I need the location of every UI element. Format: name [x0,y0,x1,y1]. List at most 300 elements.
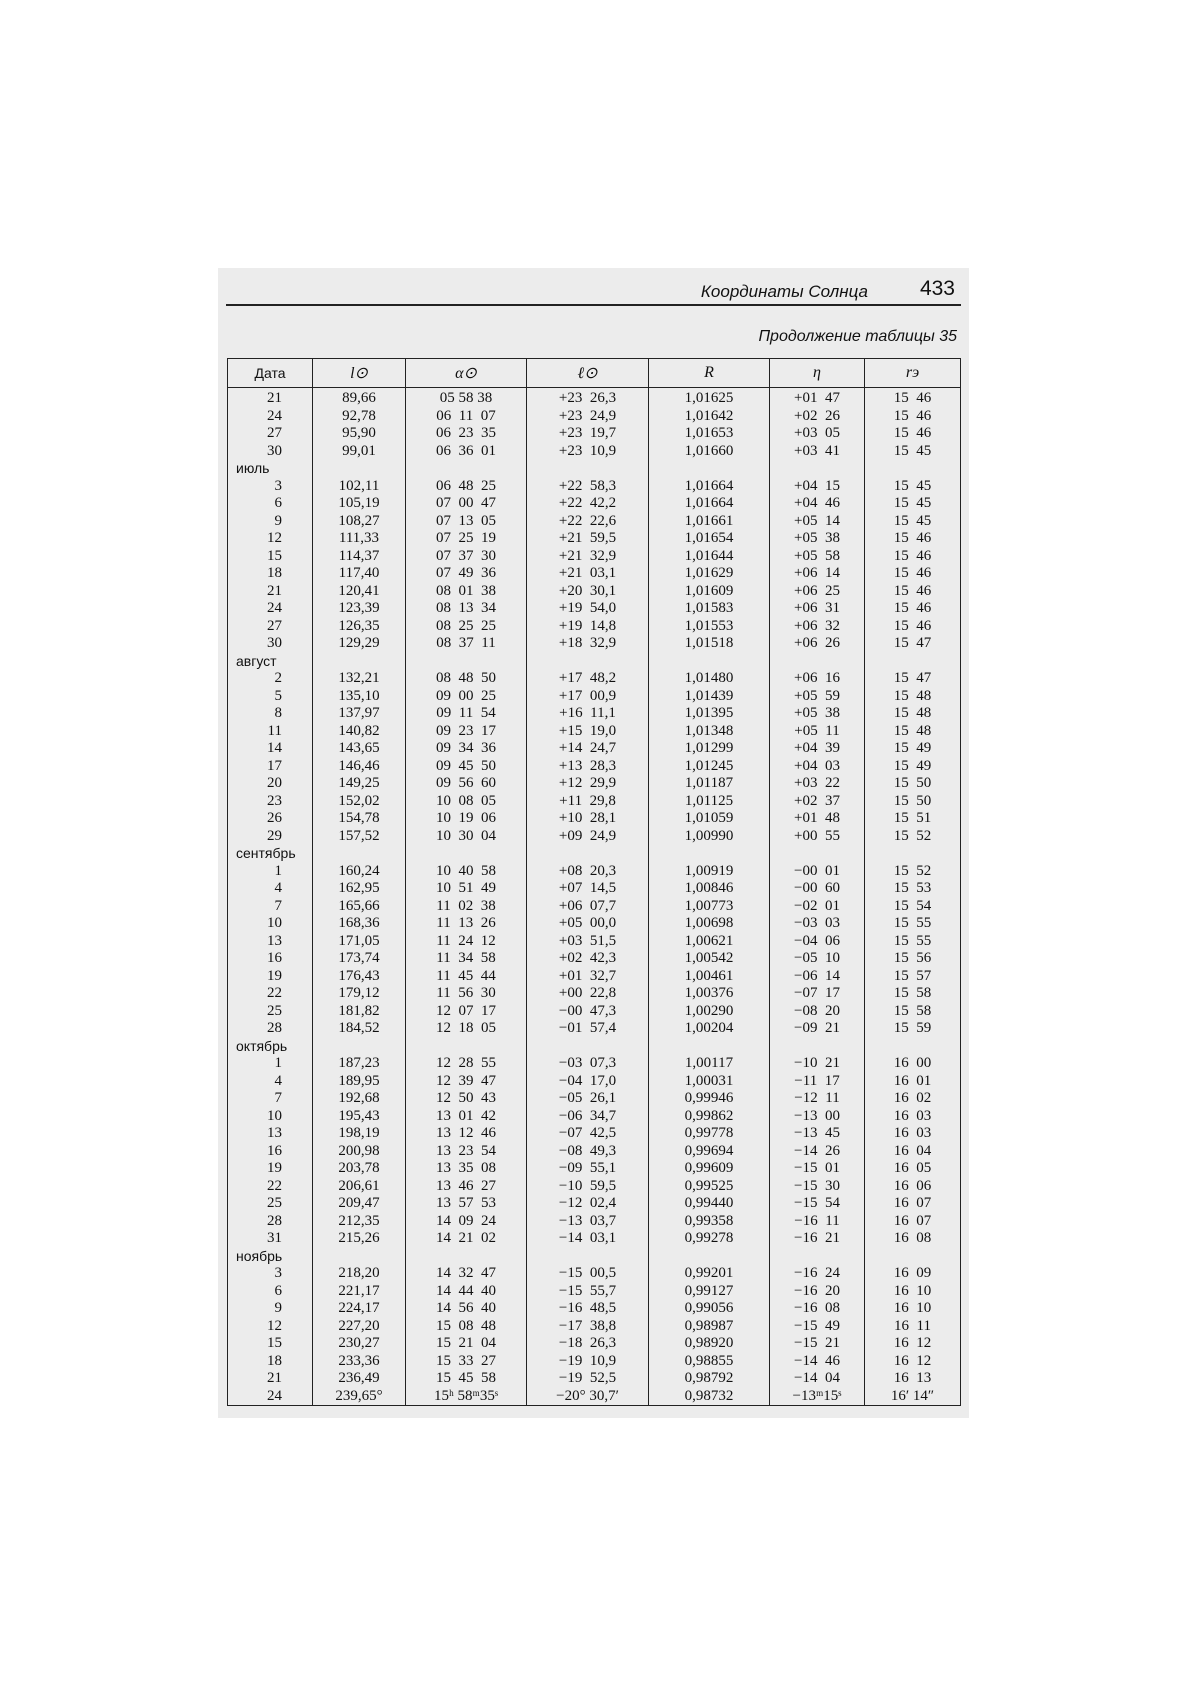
cell-right-ascension: 08 13 34 [406,600,527,618]
cell-equation-of-time: +03 05 [770,425,865,443]
column-header-distance: R [649,359,770,388]
empty-cell [770,460,865,478]
cell-distance: 1,01518 [649,635,770,653]
cell-equation-of-time: −16 08 [770,1300,865,1318]
cell-right-ascension: 07 13 05 [406,513,527,531]
table-header-row [228,359,961,388]
cell-declination: −03 07,3 [527,1055,649,1073]
cell-date: 9 [228,513,313,531]
cell-date: 24 [228,600,313,618]
table-row [228,880,961,898]
cell-date: 9 [228,1300,313,1318]
cell-right-ascension: 14 56 40 [406,1300,527,1318]
empty-cell [770,653,865,671]
empty-cell [770,845,865,863]
cell-equation-of-time: −09 21 [770,1020,865,1038]
cell-date: 4 [228,1073,313,1091]
table-row [228,1195,961,1213]
column-header-declination: ℓ⊙ [527,359,649,388]
cell-right-ascension: 14 21 02 [406,1230,527,1248]
cell-equation-of-time: −06 14 [770,968,865,986]
cell-equation-of-time: −15 21 [770,1335,865,1353]
cell-equation-of-time: +06 26 [770,635,865,653]
cell-equation-of-time: +05 38 [770,705,865,723]
book-page [218,268,969,1418]
cell-date: 6 [228,495,313,513]
cell-longitude: 227,20 [313,1318,406,1336]
cell-equation-of-time: +04 39 [770,740,865,758]
cell-right-ascension: 15 45 58 [406,1370,527,1388]
cell-equation-of-time: +04 46 [770,495,865,513]
table-row [228,740,961,758]
cell-equation-of-time: −16 24 [770,1265,865,1283]
cell-right-ascension: 10 40 58 [406,863,527,881]
table-row [228,775,961,793]
empty-cell [313,845,406,863]
table-row [228,898,961,916]
table-row [228,950,961,968]
cell-longitude: 143,65 [313,740,406,758]
cell-date: 14 [228,740,313,758]
cell-semidiameter: 15 54 [865,898,961,916]
cell-declination: +11 29,8 [527,793,649,811]
cell-right-ascension: 12 28 55 [406,1055,527,1073]
cell-right-ascension: 12 39 47 [406,1073,527,1091]
cell-equation-of-time: −08 20 [770,1003,865,1021]
cell-date: 20 [228,775,313,793]
table-row [228,583,961,601]
table-row [228,1125,961,1143]
table-row [228,1388,961,1406]
cell-date: 8 [228,705,313,723]
cell-declination: +16 11,1 [527,705,649,723]
cell-distance: 1,00461 [649,968,770,986]
cell-longitude: 132,21 [313,670,406,688]
cell-semidiameter: 16 00 [865,1055,961,1073]
cell-distance: 0,99946 [649,1090,770,1108]
cell-longitude: 230,27 [313,1335,406,1353]
table-row [228,810,961,828]
table-row [228,388,961,408]
cell-right-ascension: 07 49 36 [406,565,527,583]
cell-distance: 1,01664 [649,478,770,496]
cell-date: 21 [228,388,313,408]
empty-cell [865,653,961,671]
cell-date: 7 [228,1090,313,1108]
cell-longitude: 146,46 [313,758,406,776]
table-row [228,1143,961,1161]
cell-longitude: 215,26 [313,1230,406,1248]
cell-semidiameter: 15 50 [865,793,961,811]
cell-distance: 1,01609 [649,583,770,601]
empty-cell [865,1248,961,1266]
cell-declination: +18 32,9 [527,635,649,653]
empty-cell [649,1248,770,1266]
cell-right-ascension: 13 57 53 [406,1195,527,1213]
cell-date: 15 [228,1335,313,1353]
cell-equation-of-time: +05 14 [770,513,865,531]
cell-right-ascension: 14 44 40 [406,1283,527,1301]
table-row [228,863,961,881]
cell-right-ascension: 07 37 30 [406,548,527,566]
cell-distance: 0,99525 [649,1178,770,1196]
cell-declination: −14 03,1 [527,1230,649,1248]
cell-declination: +13 28,3 [527,758,649,776]
cell-declination: +02 42,3 [527,950,649,968]
cell-date: 6 [228,1283,313,1301]
cell-semidiameter: 15 45 [865,443,961,461]
cell-semidiameter: 16 04 [865,1143,961,1161]
cell-date: 13 [228,933,313,951]
cell-equation-of-time: +06 32 [770,618,865,636]
empty-cell [406,1038,527,1056]
cell-semidiameter: 15 46 [865,565,961,583]
table-row [228,1353,961,1371]
empty-cell [865,460,961,478]
table-row [228,1178,961,1196]
running-title: Координаты Солнца [700,282,868,301]
table-row [228,968,961,986]
cell-longitude: 154,78 [313,810,406,828]
cell-longitude: 236,49 [313,1370,406,1388]
cell-semidiameter: 16 03 [865,1125,961,1143]
cell-date: 26 [228,810,313,828]
cell-right-ascension: 10 51 49 [406,880,527,898]
cell-semidiameter: 16′ 14″ [865,1388,961,1406]
cell-declination: +22 22,6 [527,513,649,531]
table-row [228,443,961,461]
table-row [228,635,961,653]
cell-semidiameter: 15 47 [865,670,961,688]
empty-cell [406,653,527,671]
cell-equation-of-time: −10 21 [770,1055,865,1073]
empty-cell [313,653,406,671]
cell-equation-of-time: −12 11 [770,1090,865,1108]
cell-right-ascension: 07 00 47 [406,495,527,513]
cell-distance: 1,01654 [649,530,770,548]
cell-equation-of-time: −14 26 [770,1143,865,1161]
cell-right-ascension: 12 50 43 [406,1090,527,1108]
cell-right-ascension: 11 45 44 [406,968,527,986]
cell-semidiameter: 15 46 [865,388,961,408]
cell-right-ascension: 09 45 50 [406,758,527,776]
empty-cell [865,1038,961,1056]
table-row [228,565,961,583]
table-row [228,828,961,846]
cell-distance: 1,01059 [649,810,770,828]
cell-right-ascension: 11 02 38 [406,898,527,916]
cell-date: 1 [228,1055,313,1073]
cell-equation-of-time: +02 37 [770,793,865,811]
cell-date: 18 [228,1353,313,1371]
table-row [228,1335,961,1353]
empty-cell [865,845,961,863]
cell-date: 16 [228,950,313,968]
table-row [228,1160,961,1178]
cell-declination: +20 30,1 [527,583,649,601]
cell-semidiameter: 15 50 [865,775,961,793]
cell-date: 12 [228,530,313,548]
table-row [228,793,961,811]
cell-right-ascension: 05 58 38 [406,388,527,408]
cell-right-ascension: 06 48 25 [406,478,527,496]
month-row [228,460,961,478]
cell-declination: +15 19,0 [527,723,649,741]
cell-right-ascension: 09 11 54 [406,705,527,723]
cell-equation-of-time: −15 54 [770,1195,865,1213]
cell-semidiameter: 16 10 [865,1283,961,1301]
cell-date: 30 [228,443,313,461]
empty-cell [649,460,770,478]
cell-date: 19 [228,1160,313,1178]
cell-right-ascension: 06 23 35 [406,425,527,443]
cell-date: 21 [228,1370,313,1388]
cell-date: 18 [228,565,313,583]
cell-right-ascension: 13 23 54 [406,1143,527,1161]
cell-date: 28 [228,1020,313,1038]
cell-distance: 1,01583 [649,600,770,618]
cell-semidiameter: 15 55 [865,933,961,951]
cell-equation-of-time: −11 17 [770,1073,865,1091]
month-label: июль [228,460,313,478]
cell-longitude: 111,33 [313,530,406,548]
cell-semidiameter: 16 11 [865,1318,961,1336]
cell-semidiameter: 15 57 [865,968,961,986]
cell-longitude: 157,52 [313,828,406,846]
cell-longitude: 152,02 [313,793,406,811]
month-label: сентябрь [228,845,313,863]
cell-distance: 0,99440 [649,1195,770,1213]
cell-longitude: 92,78 [313,408,406,426]
cell-right-ascension: 08 37 11 [406,635,527,653]
empty-cell [313,1038,406,1056]
cell-equation-of-time: −14 04 [770,1370,865,1388]
cell-longitude: 126,35 [313,618,406,636]
cell-distance: 1,01653 [649,425,770,443]
column-header-semidiameter: rэ [865,359,961,388]
empty-cell [313,1248,406,1266]
cell-declination: +21 32,9 [527,548,649,566]
header-rule [226,304,961,306]
cell-distance: 0,99127 [649,1283,770,1301]
cell-longitude: 233,36 [313,1353,406,1371]
cell-distance: 0,98732 [649,1388,770,1406]
cell-longitude: 120,41 [313,583,406,601]
cell-equation-of-time: −00 60 [770,880,865,898]
cell-equation-of-time: +06 25 [770,583,865,601]
cell-semidiameter: 16 06 [865,1178,961,1196]
column-header-longitude: l⊙ [313,359,406,388]
cell-date: 28 [228,1213,313,1231]
cell-equation-of-time: −16 11 [770,1213,865,1231]
cell-equation-of-time: −13 45 [770,1125,865,1143]
table-row [228,1073,961,1091]
table-row [228,1370,961,1388]
cell-right-ascension: 13 12 46 [406,1125,527,1143]
cell-distance: 1,00698 [649,915,770,933]
cell-distance: 0,99862 [649,1108,770,1126]
cell-declination: +23 19,7 [527,425,649,443]
month-label: август [228,653,313,671]
cell-right-ascension: 11 34 58 [406,950,527,968]
cell-distance: 0,98920 [649,1335,770,1353]
cell-equation-of-time: +06 16 [770,670,865,688]
cell-semidiameter: 15 58 [865,1003,961,1021]
cell-date: 11 [228,723,313,741]
cell-longitude: 135,10 [313,688,406,706]
cell-distance: 1,01625 [649,388,770,408]
cell-semidiameter: 15 48 [865,723,961,741]
cell-longitude: 203,78 [313,1160,406,1178]
cell-equation-of-time: +03 41 [770,443,865,461]
table-row [228,1003,961,1021]
cell-equation-of-time: +00 55 [770,828,865,846]
cell-longitude: 206,61 [313,1178,406,1196]
table-row [228,513,961,531]
cell-longitude: 218,20 [313,1265,406,1283]
cell-date: 3 [228,1265,313,1283]
cell-longitude: 165,66 [313,898,406,916]
cell-distance: 0,98792 [649,1370,770,1388]
cell-longitude: 200,98 [313,1143,406,1161]
table-row [228,600,961,618]
cell-longitude: 160,24 [313,863,406,881]
cell-semidiameter: 15 46 [865,530,961,548]
cell-equation-of-time: +02 26 [770,408,865,426]
cell-date: 13 [228,1125,313,1143]
cell-longitude: 212,35 [313,1213,406,1231]
cell-equation-of-time: −15 30 [770,1178,865,1196]
cell-longitude: 195,43 [313,1108,406,1126]
empty-cell [649,653,770,671]
cell-semidiameter: 16 07 [865,1213,961,1231]
cell-declination: +00 22,8 [527,985,649,1003]
cell-semidiameter: 15 51 [865,810,961,828]
cell-distance: 1,01644 [649,548,770,566]
cell-equation-of-time: −16 20 [770,1283,865,1301]
cell-equation-of-time: +05 38 [770,530,865,548]
table-row [228,1230,961,1248]
table-row [228,1108,961,1126]
cell-declination: +01 32,7 [527,968,649,986]
cell-distance: 1,00542 [649,950,770,968]
cell-longitude: 140,82 [313,723,406,741]
cell-distance: 1,00376 [649,985,770,1003]
cell-date: 1 [228,863,313,881]
cell-equation-of-time: +05 58 [770,548,865,566]
cell-distance: 1,01660 [649,443,770,461]
cell-right-ascension: 10 19 06 [406,810,527,828]
cell-right-ascension: 14 32 47 [406,1265,527,1283]
cell-longitude: 168,36 [313,915,406,933]
cell-distance: 1,01348 [649,723,770,741]
cell-semidiameter: 16 02 [865,1090,961,1108]
cell-declination: −08 49,3 [527,1143,649,1161]
table-row [228,1318,961,1336]
cell-distance: 1,01661 [649,513,770,531]
empty-cell [770,1248,865,1266]
cell-distance: 1,00990 [649,828,770,846]
cell-date: 31 [228,1230,313,1248]
cell-distance: 1,01642 [649,408,770,426]
table-row [228,915,961,933]
cell-right-ascension: 13 01 42 [406,1108,527,1126]
cell-semidiameter: 15 45 [865,478,961,496]
month-row [228,1038,961,1056]
cell-right-ascension: 12 18 05 [406,1020,527,1038]
cell-distance: 1,01664 [649,495,770,513]
cell-declination: −10 59,5 [527,1178,649,1196]
cell-distance: 1,00919 [649,863,770,881]
cell-longitude: 209,47 [313,1195,406,1213]
cell-longitude: 95,90 [313,425,406,443]
table-row [228,1213,961,1231]
table-body [228,388,961,1406]
cell-distance: 1,01245 [649,758,770,776]
column-header-date: Дата [228,359,313,388]
cell-distance: 0,99358 [649,1213,770,1231]
empty-cell [527,653,649,671]
cell-distance: 0,99778 [649,1125,770,1143]
cell-longitude: 89,66 [313,388,406,408]
cell-date: 12 [228,1318,313,1336]
empty-cell [406,460,527,478]
month-label: октябрь [228,1038,313,1056]
empty-cell [406,845,527,863]
empty-cell [527,1248,649,1266]
cell-semidiameter: 15 58 [865,985,961,1003]
cell-distance: 1,00031 [649,1073,770,1091]
cell-semidiameter: 15 46 [865,425,961,443]
cell-semidiameter: 15 55 [865,915,961,933]
cell-right-ascension: 09 34 36 [406,740,527,758]
cell-equation-of-time: −13ᵐ15ˢ [770,1388,865,1406]
cell-longitude: 179,12 [313,985,406,1003]
table-row [228,478,961,496]
table-row [228,688,961,706]
cell-declination: −19 10,9 [527,1353,649,1371]
empty-cell [527,1038,649,1056]
cell-semidiameter: 15 52 [865,828,961,846]
cell-right-ascension: 14 09 24 [406,1213,527,1231]
cell-declination: +06 07,7 [527,898,649,916]
cell-semidiameter: 16 07 [865,1195,961,1213]
cell-right-ascension: 12 07 17 [406,1003,527,1021]
cell-declination: +21 59,5 [527,530,649,548]
cell-declination: +22 42,2 [527,495,649,513]
cell-semidiameter: 16 13 [865,1370,961,1388]
cell-longitude: 99,01 [313,443,406,461]
cell-semidiameter: 15 45 [865,513,961,531]
cell-semidiameter: 15 52 [865,863,961,881]
empty-cell [313,460,406,478]
empty-cell [406,1248,527,1266]
cell-distance: 1,00846 [649,880,770,898]
cell-distance: 1,00621 [649,933,770,951]
cell-longitude: 192,68 [313,1090,406,1108]
cell-right-ascension: 15 21 04 [406,1335,527,1353]
cell-declination: −20° 30,7′ [527,1388,649,1406]
cell-semidiameter: 15 49 [865,740,961,758]
table-row [228,618,961,636]
cell-right-ascension: 08 01 38 [406,583,527,601]
cell-equation-of-time: +06 14 [770,565,865,583]
cell-equation-of-time: −03 03 [770,915,865,933]
cell-declination: +17 00,9 [527,688,649,706]
cell-date: 27 [228,618,313,636]
month-row [228,845,961,863]
cell-declination: +14 24,7 [527,740,649,758]
